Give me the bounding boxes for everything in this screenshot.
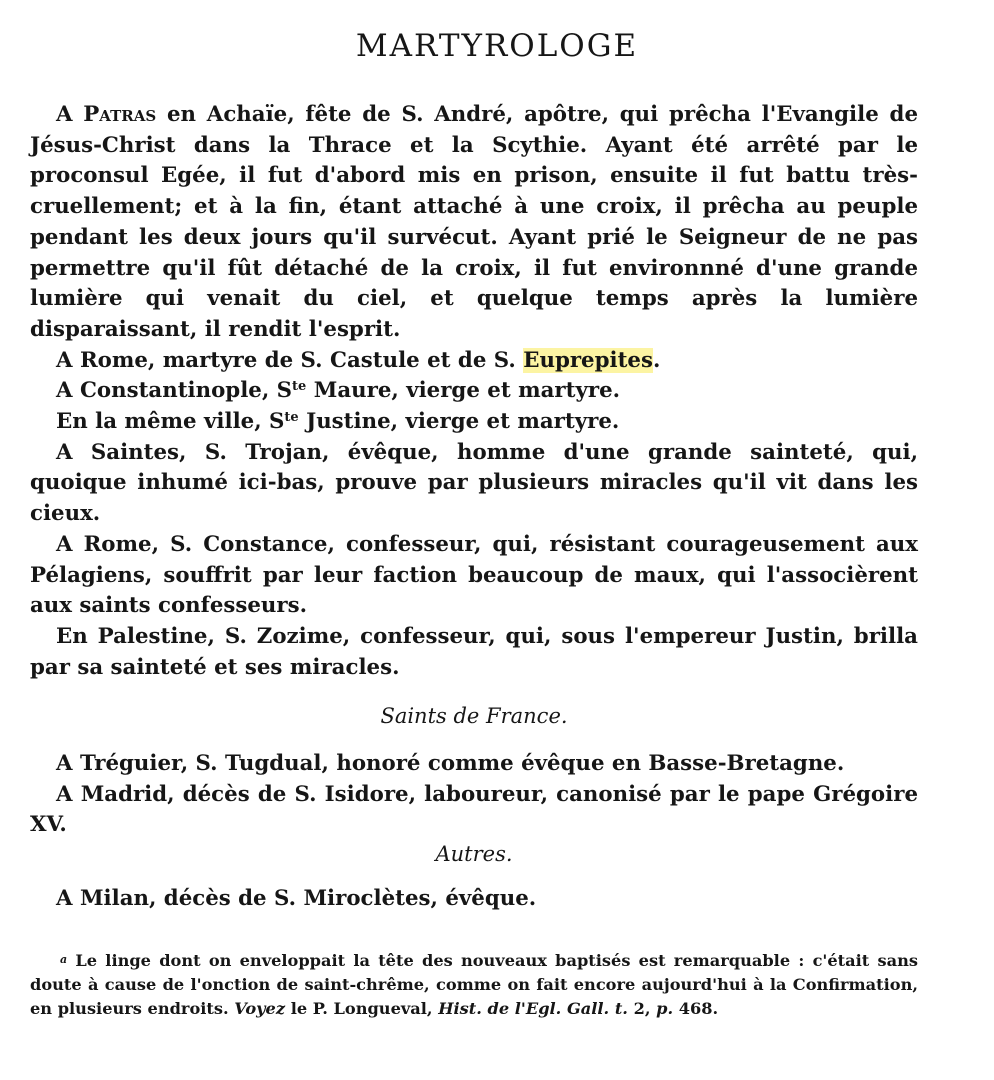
entry-text: en Achaïe, fête de S. André, apôtre, qui prêcha l'Evangile de Jésus-Christ dans la Thrace et la Scythie. Ayant été arrêté par le proconsul Egée, il fut d'abord mis en prison, ensuite il fut battu très-cruellement; et à la fin, étant attaché à une croix, il prêcha au peuple pendant les deux jours qu'il survécut. Ayant prié le Seigneur de ne pas permettre qu'il fût détaché de la croix, il fut environnné d'une grande lumière qui venait du ciel, et quelque temps après la lumière disparaissant, il rendit l'esprit. (30, 102, 918, 342)
entry-text: A Rome, martyre de S. Castule et de S. (56, 347, 524, 373)
footnote-ref-number: 2, (627, 999, 657, 1018)
footnote-marker: a (60, 953, 68, 966)
entry-saintes: A Saintes, S. Trojan, évêque, homme d'une grande sainteté, qui, quoique inhumé ici-bas, prouve par plusieurs miracles qu'il vit dans les cieux. (30, 439, 918, 527)
entry-constantinople (30, 376, 918, 407)
entry-patras (30, 100, 918, 346)
entry-lead: A (56, 102, 84, 127)
place-name: Patras (83, 102, 157, 127)
section-heading-saints-de-france: Saints de France. (380, 704, 568, 728)
superscript: te (292, 379, 307, 395)
entry-madrid: A Madrid, décès de S. Isidore, laboureur, canonisé par le pape Grégoire XV. (30, 781, 918, 837)
entry-meme-ville (30, 407, 918, 438)
entry-rome-castule (30, 346, 918, 377)
entry-text-end: Maure, vierge et martyre. (306, 378, 621, 404)
section-heading-autres: Autres. (435, 842, 513, 866)
entry-treguier: A Tréguier, S. Tugdual, honoré comme évêque en Basse-Bretagne. (56, 751, 845, 776)
superscript: te (284, 410, 299, 426)
footnote-page-label: p. (656, 999, 674, 1018)
footnote-reference: Hist. de l'Egl. Gall. t. (438, 999, 628, 1018)
footnote-voyez: Voyez (234, 999, 286, 1018)
highlighted-word: Euprepites (523, 347, 653, 373)
entry-text-end: Justine, vierge et martyre. (298, 409, 620, 435)
autres-entries (30, 884, 918, 915)
martyrology-body (30, 100, 918, 683)
entry-text-end: . (652, 347, 661, 373)
entry-text: En la même ville, S (56, 409, 285, 435)
footnote-text-mid: le P. Longueval, (285, 999, 439, 1018)
entry-palestine: En Palestine, S. Zozime, confesseur, qui, sous l'empereur Justin, brilla par sa sainteté et ses miracles. (30, 623, 918, 680)
entry-milan: A Milan, décès de S. Miroclètes, évêque. (56, 886, 537, 911)
page-title: MARTYROLOGE (355, 28, 639, 64)
entry-rome-constance: A Rome, S. Constance, confesseur, qui, résistant courageusement aux Pélagiens, souffrit par leur faction beaucoup de maux, qui l'associèrent aux saints confesseurs. (30, 531, 918, 619)
footnote (30, 948, 918, 1021)
saints-de-france-entries (30, 749, 918, 841)
footnote-text: Le linge dont on enveloppait la tête des nouveaux baptisés est remarquable : c'était sans doute à cause de l'onction de saint-chrême, comme on fait encore aujourd'hui à la Confirmation, en plusieurs endroits. (30, 951, 918, 1018)
entry-text: A Constantinople, S (56, 378, 293, 404)
footnote-page-number: 468. (673, 999, 719, 1018)
